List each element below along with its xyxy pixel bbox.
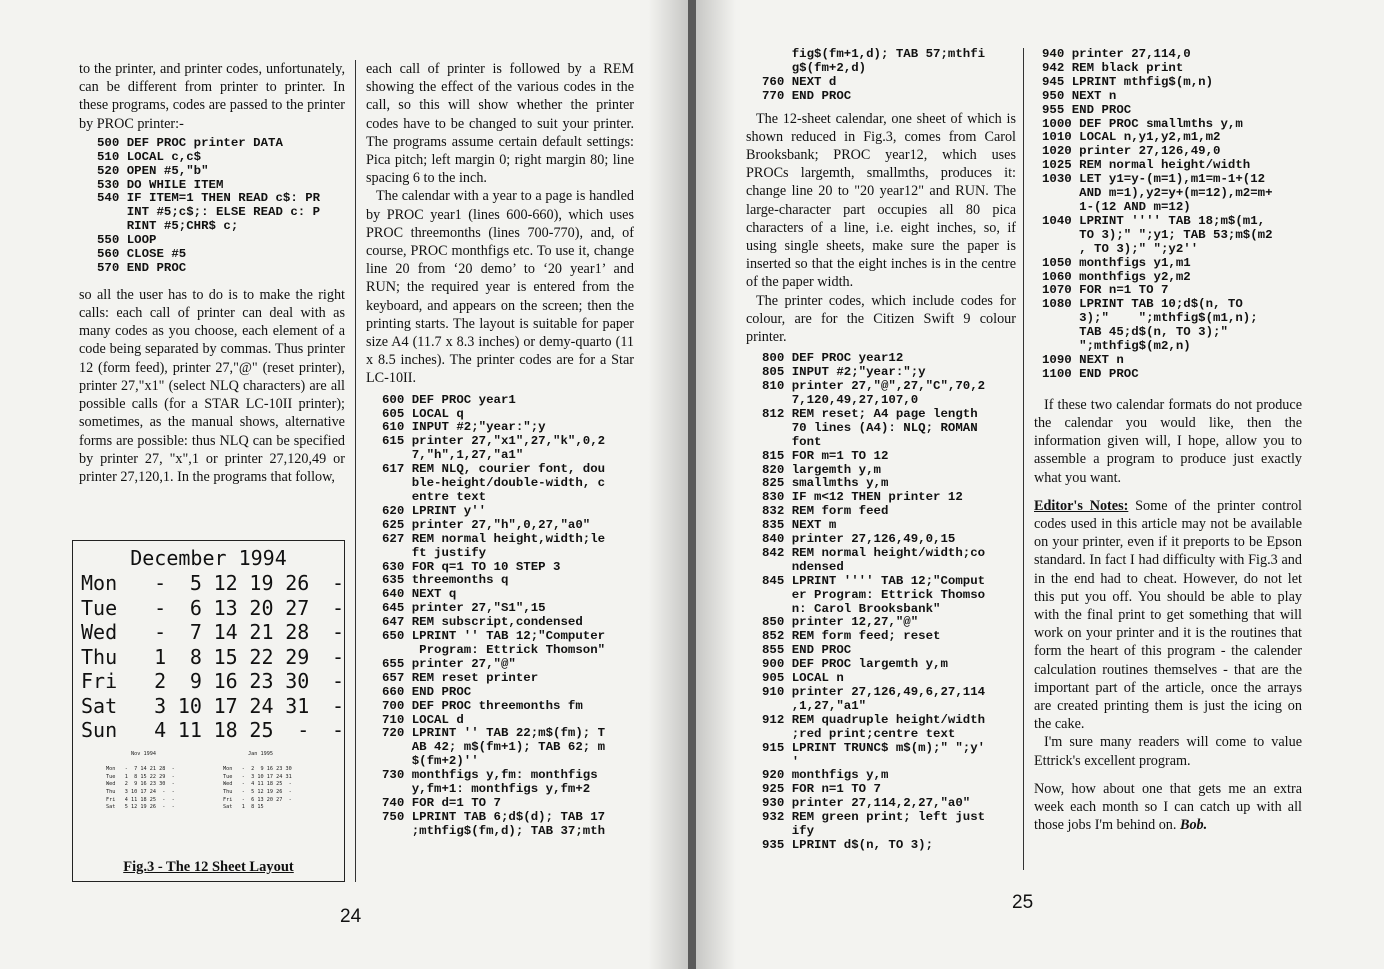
calendar-cell: 6: [189, 595, 202, 620]
code-listing-printer: 500 DEF PROC printer DATA 510 LOCAL c,c$ 520 OPEN #5,"b" 530 DO WHILE ITEM 540 IF ITEM=1 THEN READ c$: PR INT #5;c$;: ELSE READ c: P RINT #5;CHR$ c; 550 LOOP 560 CLOSE #5 570 END PROC: [97, 135, 321, 275]
body-paragraph: each call of printer is followed by a REM showing the effect of the various codes in the call, so this will show whether the printer codes have to be changed to suit your printer. The programs assume certain default settings: Pica pitch; left margin 0; right margin 80; line spacing 6 to the inch.: [366, 61, 634, 187]
code-listing-year1: 600 DEF PROC year1 605 LOCAL q 610 INPUT #2;"year:";y 615 printer 27,"x1",27,"k",0,2 7,"h",1,27,"a1" 617 REM NLQ, courier font, dou ble-height/double-width, c entre text 620 LPRINT y'' 625 printer 27,"h",0,27,"a0" 627 REM normal height,width;le ft justify 630 FOR q=1 TO 10 STEP 3 635 threemonths q 640 NEXT q 645 printer 27,"S1",15 647 REM subscript,condensed 650 LPRINT '' TAB 12;"Computer Program: Ettrick Thomson" 655 printer 27,"@" 657 REM reset printer 660 END PROC 700 DEF PROC threemonths fm 710 LOCAL d 720 LPRINT '' TAB 22;m$(fm); T AB 42; m$(fm+1); TAB 62; m $(fm+2)'' 730 monthfigs y,fm: monthfigs y,fm+1: monthfigs y,fm+2 740 FOR d=1 TO 7 750 LPRINT TAB 6;d$(d); TAB 17 ;mthfig$(fm,d); TAB 37;mth: [382, 392, 606, 838]
calendar-cell: 27: [285, 595, 310, 620]
right-page: [696, 0, 1384, 969]
calendar-cell: 18: [213, 718, 238, 743]
calendar-cell: -: [331, 693, 344, 718]
body-paragraph: The 12-sheet calendar, one sheet of which is shown reduced in Fig.3, comes from Carol Brooksbank; PROC year12, which uses PROCs largemth, smallmths, produces it: change line 20 to "20 year12" and RUN. The large-character part occupies all 80 pica characters of a line, i.e. eight inches, so, if using single sheets, make sure the paper is inserted so that the eight inches is in the centre of the paper width.: [746, 110, 1016, 291]
calendar-row: [81, 694, 344, 719]
calendar-row: [81, 718, 344, 743]
calendar-cell: 29: [285, 644, 310, 669]
calendar-cell: 28: [285, 620, 310, 645]
calendar-day-label: Fri: [81, 669, 118, 694]
page-number: 24: [340, 906, 362, 927]
calendar-day-label: Mon: [81, 571, 118, 596]
calendar-cell: 14: [213, 620, 238, 645]
closing-paragraph: [1034, 780, 1302, 835]
closing-text: Now, how about one that gets me an extra week each month so I can catch up with all those jobs I'm behind on.: [1034, 780, 1302, 834]
calendar-cell: 7: [189, 620, 202, 645]
body-paragraph: The calendar with a year to a page is handled by PROC year1 (lines 600-660), which uses PROC threemonths (lines 700-770), and, of course, PROC monthfigs etc. To use it, change line 20 from ‘20 demo’ to ‘20 year1’ and RUN; the required year is entered from the keyboard, and appears on the screen; then the printing starts. The layout is suitable for paper size A4 (11.7 x 8.3 inches) or demy-quarto (11 x 8.5 inches). The printer codes are for a Star LC-10II.: [366, 188, 634, 387]
calendar-day-label: Tue: [81, 595, 118, 620]
editors-notes-label: Editor's Notes:: [1034, 497, 1129, 514]
calendar-cell: -: [331, 595, 344, 620]
calendar-cell: 20: [249, 595, 274, 620]
left-column-1: [79, 60, 345, 486]
calendar-cell: -: [331, 669, 344, 694]
column-rule: [355, 60, 356, 882]
code-listing-year12: 800 DEF PROC year12 805 INPUT #2;"year:";y 810 printer 27,"@",27,"C",70,2 7,120,49,27,107,0 812 REM reset; A4 page length 70 lines (A4): NLQ; ROMAN font 815 FOR m=1 TO 12 820 largemth y,m 825 smallmths y,m 830 IF m<12 THEN printer 12 832 REM form feed 835 NEXT m 840 printer 27,126,49,0,15 842 REM normal height/width;co ndensed 845 LPRINT '''' TAB 12;"Comput er Program: Ettrick Thomso n: Carol Brooksbank" 850 printer 12,27,"@" 852 REM form feed; reset 855 END PROC 900 DEF PROC largemth y,m 905 LOCAL n 910 printer 27,126,49,6,27,114 ,1,27,"a1" 912 REM quadruple height/width ;red print;centre text 915 LPRINT TRUNC$ m$(m);" ";y' ' 920 monthfigs y,m 925 FOR n=1 TO 7 930 printer 27,114,2,27,"a0" 932 REM green print; left just ify 935 LPRINT d$(n, TO 3);: [762, 351, 986, 852]
calendar-cell: -: [154, 595, 167, 620]
calendar-cell: 25: [249, 718, 274, 743]
calendar-cell: -: [331, 644, 344, 669]
body-paragraph: The printer codes, which include codes for colour, are for the Citizen Swift 9 colour printer.: [746, 292, 1016, 346]
calendar-cell: 10: [177, 693, 202, 718]
body-paragraph: I'm sure many readers will come to value Ettrick's excellent program.: [1034, 734, 1302, 769]
gutter-shadow: [648, 0, 688, 969]
intro-paragraph: to the printer, and printer codes, unfortunately, can be different from printer to printer. In these programs, codes are passed to the printer by PROC printer:-: [79, 61, 345, 132]
code-listing-continued: fig$(fm+1,d); TAB 57;mthfi g$(fm+2,d) 760 NEXT d 770 END PROC: [762, 47, 986, 103]
calendar-cell: 8: [189, 644, 202, 669]
calendar-cell: 4: [154, 718, 167, 743]
left-page: [0, 0, 688, 969]
calendar-title: December 1994: [130, 546, 287, 570]
calendar-row: [81, 596, 344, 621]
calendar-cell: 1: [154, 644, 167, 669]
calendar-cell: 9: [189, 669, 202, 694]
calendar-cell: 15: [213, 644, 238, 669]
calendar-cell: -: [331, 571, 344, 596]
right-column-1: [746, 48, 1016, 853]
calendar-cell: 30: [285, 669, 310, 694]
gutter-shadow: [696, 0, 736, 969]
calendar-cell: 2: [154, 669, 167, 694]
calendar-row: [81, 669, 344, 694]
calendar-cell: 3: [154, 693, 167, 718]
calendar-day-label: Wed: [81, 620, 118, 645]
calendar-row: [81, 571, 344, 596]
editors-notes: [1034, 497, 1302, 734]
code-listing-smallmths: 940 printer 27,114,0 942 REM black print 945 LPRINT mthfig$(m,n) 950 NEXT n 955 END PROC 1000 DEF PROC smallmths y,m 1010 LOCAL n,y1,y2,m1,m2 1020 printer 27,126,49,0 1025 REM normal height/width 1030 LET y1=y-(m=1),m1=m-1+(12 AND m=1),y2=y+(m=12),m2=m+ 1-(12 AND m=12) 1040 LPRINT '''' TAB 18;m$(m1, TO 3);" ";y1; TAB 53;m$(m2 , TO 3);" ";y2'' 1050 monthfigs y1,m1 1060 monthfigs y2,m2 1070 FOR n=1 TO 7 1080 LPRINT TAB 10;d$(n, TO 3);" ";mthfig$(m1,n); TAB 45;d$(n, TO 3);" ";mthfig$(m2,n) 1090 NEXT n 1100 END PROC: [1042, 47, 1273, 381]
body-paragraph: so all the user has to do is to make the right calls: each call of printer can deal with as many codes as you choose, each element of a code being separated by commas. Thus printer 12 (form feed), printer 27,"@" (reset printer), printer 27,"x1" (select NLQ characters) are all possible calls (for a STAR LC-10II printer); sometimes, as the manual shows, alternative forms are possible: thus NLQ can be specified by printer 27, "x",1 or printer 27,120,49 or printer 27,120,1. In the programs that follow,: [79, 286, 345, 485]
small-calendar-prev: Nov 1994 Mon - 7 14 21 28 - Tue 1 8 15 22 29 - Wed 2 9 16 23 30 - Thu 3 10 17 24 - - Fri 4 11 18 25 - - Sat 5 12 19 26 - -: [106, 751, 175, 811]
calendar-cell: -: [297, 718, 310, 743]
calendar-cell: -: [331, 620, 344, 645]
calendar-cell: 17: [213, 693, 238, 718]
editors-notes-text: Some of the printer control codes used in this article may not be available on your printer, even if it preports to be Epson standard. In fact I had difficulty with Fig.3 and in the end had to cheat. However, do not let this put you off. You should be able to play with the final print to get something that will work on your printer and it is the routines that form the heart of this program - the calender calculation routines themselves - that are the important part of the article, once the arrays are created printing them is just the icing on the cake.: [1034, 497, 1302, 733]
right-column-2: [1034, 48, 1302, 834]
column-rule: [1023, 48, 1024, 870]
figure-caption: Fig.3 - The 12 Sheet Layout: [123, 859, 294, 875]
figure-calendar: [72, 540, 345, 882]
calendar-grid: [81, 571, 344, 743]
calendar-cell: 24: [249, 693, 274, 718]
calendar-day-label: Sat: [81, 693, 118, 718]
left-column-2: [366, 60, 634, 839]
signature: Bob.: [1180, 817, 1208, 834]
calendar-day-label: Sun: [81, 718, 118, 743]
calendar-cell: 12: [213, 571, 238, 596]
calendar-cell: 22: [249, 644, 274, 669]
calendar-cell: 19: [249, 571, 274, 596]
small-calendar-next: Jan 1995 Mon - 2 9 16 23 30 Tue - 3 10 17 24 31 Wed - 4 11 18 25 - Thu - 5 12 19 26 - Fri - 6 13 20 27 - Sat 1 8 15: [223, 751, 292, 811]
calendar-day-label: Thu: [81, 644, 118, 669]
calendar-cell: -: [154, 620, 167, 645]
calendar-cell: 11: [177, 718, 202, 743]
body-paragraph: If these two calendar formats do not produce the calendar you would like, then the information given will, I hope, allow you to assemble a program to produce just exactly what you want.: [1034, 396, 1302, 486]
calendar-cell: 16: [213, 669, 238, 694]
calendar-cell: -: [331, 718, 344, 743]
calendar-cell: 21: [249, 620, 274, 645]
calendar-cell: -: [154, 571, 167, 596]
calendar-cell: 26: [285, 571, 310, 596]
calendar-row: [81, 620, 344, 645]
calendar-cell: 5: [189, 571, 202, 596]
page-number: 25: [1012, 892, 1034, 913]
calendar-row: [81, 645, 344, 670]
calendar-cell: 13: [213, 595, 238, 620]
calendar-cell: 23: [249, 669, 274, 694]
calendar-cell: 31: [285, 693, 310, 718]
